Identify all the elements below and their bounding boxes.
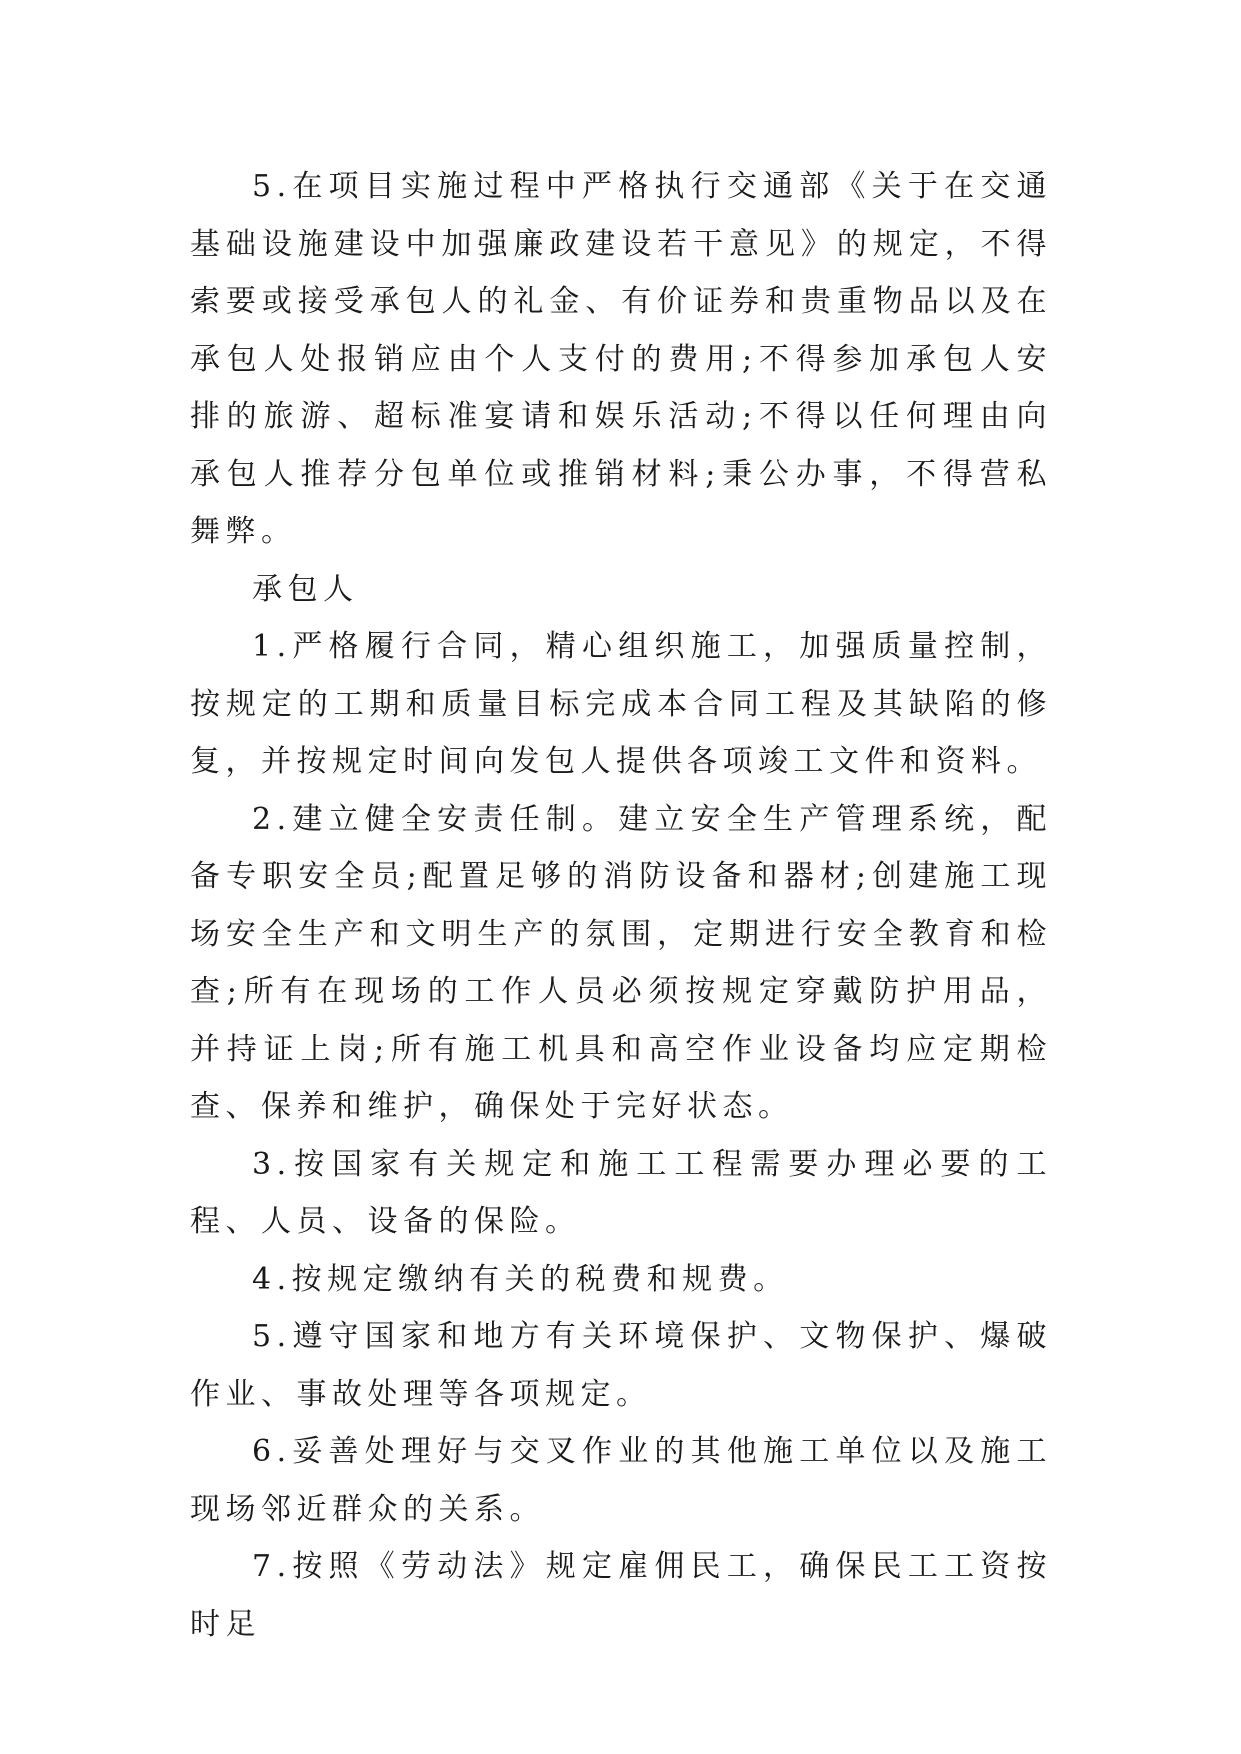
- paragraph-employer-clause-5: 5.在项目实施过程中严格执行交通部《关于在交通基础设施建设中加强廉政建设若干意见》的规定，不得索要或接受承包人的礼金、有价证券和贵重物品以及在承包人处报销应由个人支付的费用;不得参加承包人安排的旅游、超标准宴请和娱乐活动;不得以任何理由向承包人推荐分包单位或推销材料;秉公办事，不得营私舞弊。: [190, 169, 1052, 549]
- paragraph-contractor-clause-1: 1.严格履行合同，精心组织施工，加强质量控制，按规定的工期和质量目标完成本合同工程及其缺陷的修复，并按规定时间向发包人提供各项竣工文件和资料。: [190, 629, 1052, 779]
- paragraph-contractor-clause-7: 7.按照《劳动法》规定雇佣民工，确保民工工资按时足: [190, 1549, 1052, 1642]
- paragraph-contractor-clause-4: 4.按规定缴纳有关的税费和规费。: [252, 1261, 789, 1297]
- paragraph-contractor-clause-6: 6.妥善处理好与交叉作业的其他施工单位以及施工现场邻近群众的关系。: [190, 1434, 1052, 1527]
- document-body: [190, 158, 1052, 1653]
- paragraph-contractor-clause-5: 5.遵守国家和地方有关环境保护、文物保护、爆破作业、事故处理等各项规定。: [190, 1319, 1052, 1412]
- section-heading-contractor: 承包人: [252, 571, 359, 607]
- paragraph-contractor-clause-2: 2.建立健全安责任制。建立安全生产管理系统，配备专职安全员;配置足够的消防设备和器材;创建施工现场安全生产和文明生产的氛围，定期进行安全教育和检查;所有在现场的工作人员必须按规定穿戴防护用品，并持证上岗;所有施工机具和高空作业设备均应定期检查、保养和维护，确保处于完好状态。: [190, 801, 1052, 1124]
- paragraph-contractor-clause-3: 3.按国家有关规定和施工工程需要办理必要的工程、人员、设备的保险。: [190, 1146, 1052, 1239]
